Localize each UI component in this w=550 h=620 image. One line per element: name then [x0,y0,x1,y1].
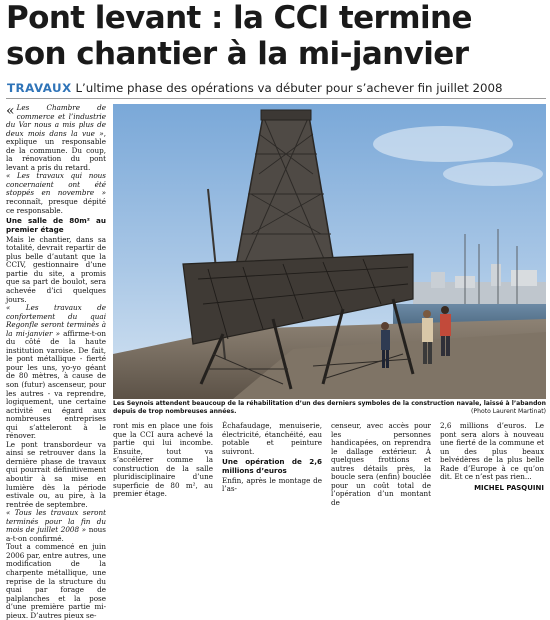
article-column-3 [222,422,322,494]
paragraph-4 [6,304,106,441]
column-3-text-b: Enfin, après le montage de l’as- [222,475,322,494]
quote-quai-regonfle: « Les travaux de confortement du quai Regonfle seront terminés à la mi-janvier » [6,303,106,338]
kicker-rule [6,98,546,99]
paragraph-7: Tout a commencé en juin 2006 par, entre autres, une modification de la charpente métallique, une reprise de la structure du quai par forage de palplanches et la pose d’une première partie mi-pieux. D’autres pieux se- [6,542,106,620]
author-signature: MICHEL PASQUINI [474,483,544,492]
paragraph-2 [6,172,106,215]
section-heading-salle: Une salle de 80m² au premier étage [6,216,106,234]
column-5-text: 2,6 millions d’euros. Le pont sera alors à nouveau une fierté de la commune et un des plus beaux belvédères de la plus belle Rade d’Europe à ce qu’on dit. Et ce n’est pas rien... [440,421,544,482]
paragraph-6-rest: nous a-t-on confirmé. [6,525,106,543]
photo-caption [113,400,546,415]
article-photo [113,104,546,399]
paragraph-6 [6,509,106,543]
article-column-4 [331,422,431,507]
article-column-1 [6,104,106,620]
section-heading-operation: Une opération de 2,6 millions d’euros [222,457,322,475]
headline-line-2: son chantier à la mi-janvier [6,36,469,72]
quote-fin-juillet: « Tous les travaux seront terminés pour la fin du mois de juillet 2008 » [6,508,106,535]
column-4-text: censeur, avec accès pour les personnes handicapées, on reprendra le dallage extérieur. À quelques frottions et autres détails près, la boucle sera (enfin) bouclée pour un coût total de l’opération d’un montant de [331,421,431,507]
section-tag: TRAVAUX [7,81,72,95]
photo-credit: (Photo Laurent Martinat) [471,407,546,415]
quote-travaux-stoppes: « Les travaux qui nous concernaient ont été stoppés en novembre » [6,171,106,198]
opening-quote: « [6,103,15,119]
paragraph-5: Le pont transbordeur va ainsi se retrouver dans la dernière phase de travaux qui pourrait définitivement aboutir à sa mise en lumière dès la période estivale ou, au pire, à la rentrée de septembre. [6,439,106,509]
quote-chambre: Les Chambre de commerce et l’industrie du Var nous a mis plus de deux mois dans la vue » [6,103,106,138]
kicker [7,80,547,96]
headline-line-1: Pont levant : la CCI termine [6,0,472,36]
caption-text: Les Seynois attendent beaucoup de la réhabilitation d’un des derniers symboles de la construction navale, laissé à l’abandon depuis de trop nombreuses années. [113,400,546,415]
paragraph-2-rest: reconnaît, presque dépité ce responsable. [6,197,106,215]
kicker-subtitle: L’ultime phase des opérations va débuter pour s’achever fin juillet 2008 [75,81,503,95]
column-2-text: ront mis en place une fois que la CCI aura achevé la partie qui lui incombe. Ensuite, tout va s’accélérer comme la construction de la salle pluridisciplinaire d’une superficie de 80 m², au premier étage. [113,421,213,499]
headline [6,0,546,72]
column-3-text-a: Échafaudage, menuiserie, électricité, étanchéité, eau potable et peinture suivront. [222,421,322,456]
article-column-2 [113,422,213,499]
paragraph-1 [6,104,106,172]
paragraph-1-rest: , explique un responsable de la commune. Du coup, la rénovation du pont levant a pris du retard. [6,128,106,172]
paragraph-4-rest: affirme-t-on du côté de la haute institution varoise. De fait, le pont métallique - fierté pour les uns, yo-yo géant de 80 mètres, à cause de son (futur) ascenseur, pour les autres - va reprendre, logiquement, une certaine activité eu égard aux nombreuses entreprises qui s’atteleront à le rénover. [6,328,106,441]
paragraph-3: Mais le chantier, dans sa totalité, devrait repartir de plus belle d’autant que la CCIV, gestionnaire d’une partie du site, a promis que sa part de boulot, sera achevée d’ici quelques jours. [6,234,106,304]
article-column-5 [440,422,544,492]
transporter-bridge-image [113,104,546,399]
